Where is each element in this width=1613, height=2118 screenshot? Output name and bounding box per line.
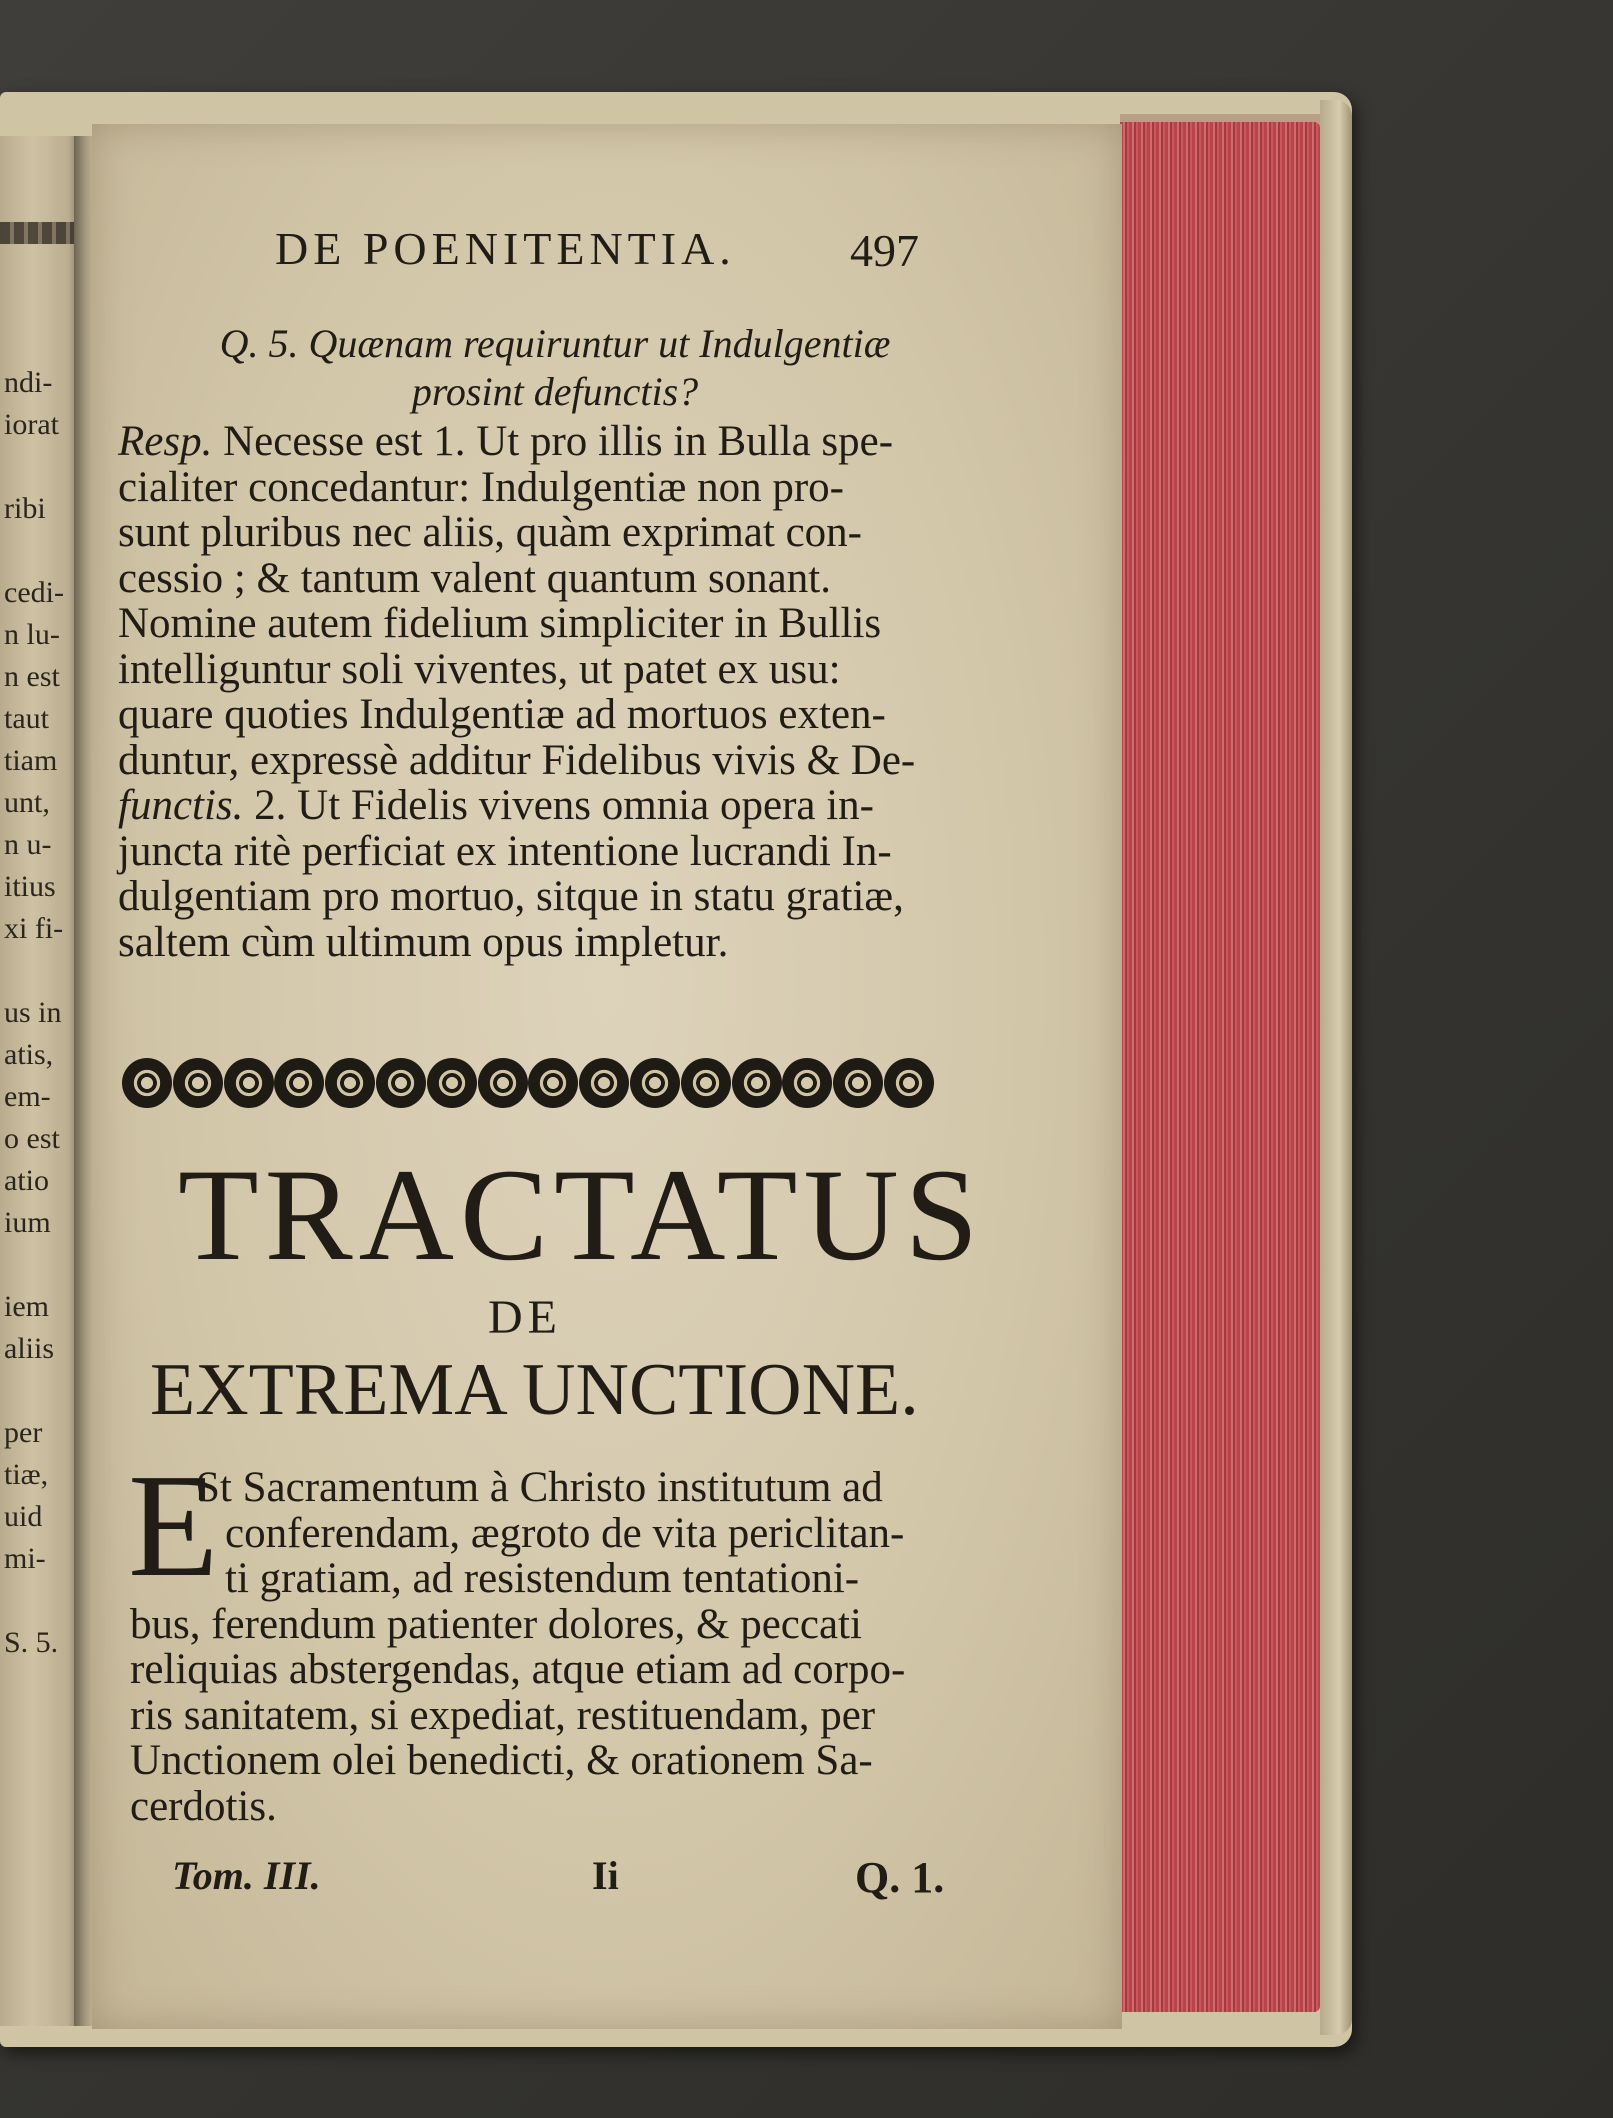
left-fragment: cedi- (4, 576, 64, 609)
text-line (118, 736, 916, 784)
footer-signature: Ii (592, 1853, 619, 1898)
line-text: 2. Ut Fidelis vivens omnia opera in- (243, 782, 874, 829)
left-fragment: atis, (4, 1038, 54, 1071)
page-number: 497 (850, 225, 919, 276)
rosette-ornament-icon (681, 1058, 731, 1108)
left-fragment (4, 1586, 80, 1628)
treatise-title: TRACTATUS (178, 1141, 985, 1288)
left-fragment: per (4, 1416, 43, 1449)
text-line: conferendam, ægroto de vita periclitan- (225, 1509, 905, 1557)
left-fragment: iem (4, 1290, 49, 1323)
text-line: St Sacramentum à Christo institutum ad (196, 1464, 883, 1511)
text-line: cerdotis. (130, 1782, 277, 1830)
left-page-text-fragments (4, 368, 80, 1670)
rosette-ornament-icon (630, 1058, 680, 1108)
text-line (118, 693, 886, 736)
left-fragment: uid (4, 1500, 43, 1533)
rosette-ornament-icon (478, 1058, 528, 1108)
rosette-ornament-icon (732, 1058, 782, 1108)
rosette-ornament-icon (122, 1058, 172, 1108)
line-text: intelliguntur soli viventes, ut patet ex usu: (118, 645, 841, 693)
rosette-ornament-icon (325, 1058, 375, 1108)
left-fragment: n lu- (4, 618, 60, 651)
line-text: Nomine autem fidelium simpliciter in Bullis (118, 600, 882, 647)
rosette-ornament-icon (224, 1058, 274, 1108)
left-fragment: aliis (4, 1332, 54, 1365)
rosette-ornament-icon (528, 1058, 578, 1108)
left-fragment (4, 1376, 80, 1418)
red-page-edges (1120, 122, 1320, 2012)
italic-lead: functis. (118, 782, 244, 829)
left-fragment: ndi- (4, 366, 53, 399)
text-line: bus, ferendum patienter dolores, & peccati (130, 1600, 862, 1648)
drop-cap: E (128, 1444, 219, 1608)
rosette-ornament-icon (376, 1058, 426, 1108)
left-fragment: n u- (4, 828, 52, 861)
rosette-ornament-icon (579, 1058, 629, 1108)
left-fragment: iorat (4, 408, 59, 441)
text-line (118, 511, 862, 554)
left-fragment (4, 956, 80, 998)
left-fragment: o est (4, 1122, 60, 1155)
footer-catchword: Q. 1. (855, 1853, 945, 1902)
left-fragment: unt, (4, 786, 50, 819)
text-line: Unctionem olei benedicti, & orationem Sa- (130, 1737, 873, 1784)
left-fragment: ium (4, 1206, 51, 1239)
question-line-1: Q. 5. Quænam requiruntur ut Indulgentiæ (219, 321, 891, 366)
text-line (118, 784, 874, 827)
left-fragment: atio (4, 1164, 49, 1197)
text-line (118, 918, 729, 966)
rosette-ornament-icon (833, 1058, 883, 1108)
text-line (118, 463, 844, 511)
rosette-ornament-icon (427, 1058, 477, 1108)
left-fragment: xi fi- (4, 912, 64, 945)
running-head: DE POENITENTIA. (275, 223, 736, 274)
line-text: duntur, expressè additur Fidelibus vivis & De- (118, 736, 916, 784)
left-fragment (4, 536, 80, 578)
left-fragment: tiæ, (4, 1458, 49, 1491)
line-text: saltem cùm ultimum opus impletur. (118, 918, 729, 966)
left-fragment: n est (4, 660, 60, 693)
left-fragment: itius (4, 870, 56, 903)
text-line (118, 827, 892, 875)
footer-volume: Tom. III. (172, 1853, 321, 1898)
text-line: reliquias abstergendas, atque etiam ad corpo- (130, 1646, 906, 1693)
treatise-title-de: DE (488, 1291, 562, 1344)
text-line (118, 645, 841, 693)
left-fragment: em- (4, 1080, 51, 1113)
book-spine-edge (1320, 100, 1352, 2035)
text-line (118, 602, 881, 645)
text-line: ris sanitatem, si expediat, restituendam, per (130, 1691, 876, 1739)
rosette-ornament-icon (782, 1058, 832, 1108)
left-page-strip (0, 136, 80, 2026)
rosette-ornament-icon (173, 1058, 223, 1108)
left-fragment: S. 5. (4, 1626, 59, 1659)
line-text: dulgentiam pro mortuo, sitque in statu gratiæ, (118, 873, 904, 920)
question-line-2: prosint defunctis? (411, 369, 699, 414)
text-line (118, 875, 904, 918)
line-text: sunt pluribus nec aliis, quàm exprimat con- (118, 509, 862, 556)
line-text: quare quoties Indulgentiæ ad mortuos exten- (118, 691, 886, 738)
rosette-ornament-icon (274, 1058, 324, 1108)
line-text: cialiter concedantur: Indulgentiæ non pro- (118, 463, 844, 511)
line-text: Necesse est 1. Ut pro illis in Bulla spe- (212, 418, 894, 465)
left-header-strip (0, 222, 80, 244)
left-fragment: taut (4, 702, 49, 735)
italic-lead: Resp. (118, 418, 213, 465)
text-line: ti gratiam, ad resistendum tentationi- (225, 1555, 860, 1602)
treatise-subtitle: EXTREMA UNCTIONE. (150, 1349, 919, 1431)
left-fragment: us in (4, 996, 62, 1029)
text-line (118, 554, 831, 602)
left-fragment (4, 452, 80, 494)
left-fragment: tiam (4, 744, 58, 777)
left-fragment: mi- (4, 1542, 46, 1575)
ornament-divider (122, 1058, 934, 1114)
left-fragment (4, 1250, 80, 1292)
line-text: juncta ritè perficiat ex intentione lucrandi In- (118, 827, 892, 875)
text-line (118, 420, 893, 463)
rosette-ornament-icon (884, 1058, 934, 1108)
left-fragment: ribi (4, 492, 46, 525)
line-text: cessio ; & tantum valent quantum sonant. (118, 554, 831, 602)
